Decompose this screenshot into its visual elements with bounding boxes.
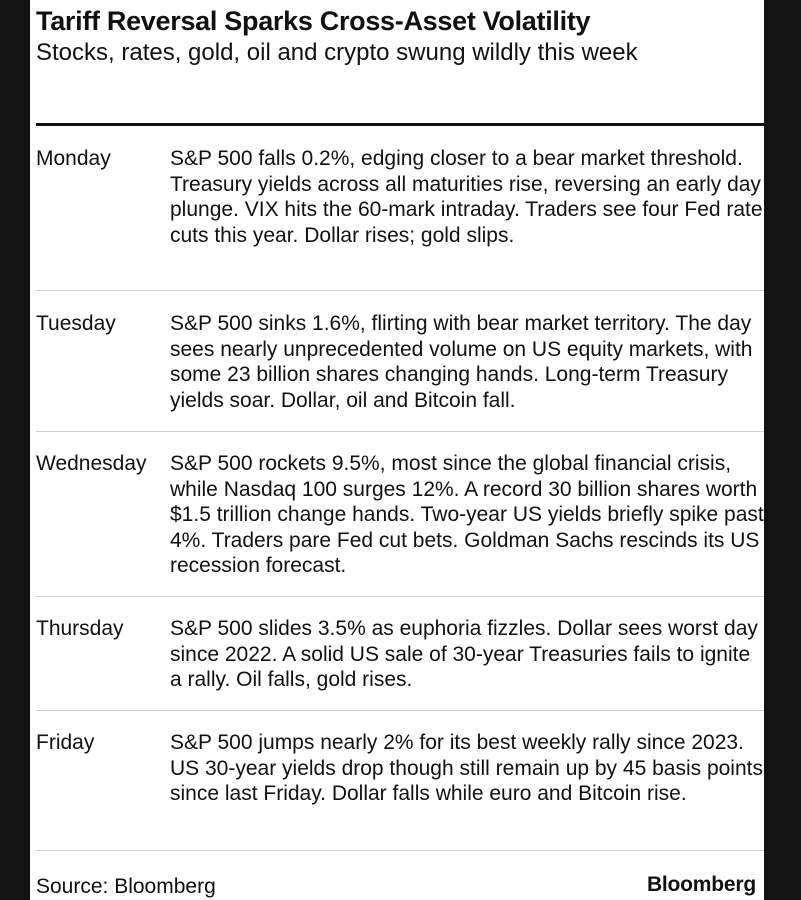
day-label: Thursday <box>36 617 124 640</box>
page-subtitle: Stocks, rates, gold, oil and crypto swung wildly this week <box>36 39 638 66</box>
day-label: Friday <box>36 731 95 754</box>
card-header <box>36 4 760 68</box>
row-divider <box>36 290 764 291</box>
day-description: S&P 500 rockets 9.5%, most since the global financial crisis, while Nasdaq 100 surges 12%. A record 30 billion shares worth $1.5 trillion change hands. Two-year US yields briefly spike past 4%. Traders pare Fed cut bets. Goldman Sachs rescinds its US recession forecast. <box>170 452 764 577</box>
row-divider <box>36 710 764 711</box>
header-rule <box>36 123 764 126</box>
news-card <box>30 0 764 900</box>
day-description: S&P 500 jumps nearly 2% for its best weekly rally since 2023. US 30-year yields drop though still remain up by 45 basis points since last Friday. Dollar falls while euro and Bitcoin rise. <box>170 731 763 805</box>
row-divider <box>36 596 764 597</box>
day-description: S&P 500 sinks 1.6%, flirting with bear market territory. The day sees nearly unprecedented volume on US equity markets, with some 23 billion shares changing hands. Long-term Treasury yields soar. Dollar, oil and Bitcoin fall. <box>170 312 753 412</box>
row-divider <box>36 431 764 432</box>
day-label: Wednesday <box>36 452 147 475</box>
day-description: S&P 500 slides 3.5% as euphoria fizzles. Dollar sees worst day since 2022. A solid US sale of 30-year Treasuries fails to ignite a rally. Oil falls, gold rises. <box>170 617 758 691</box>
source-note: Source: Bloomberg <box>36 875 216 898</box>
day-label: Monday <box>36 147 111 170</box>
page-title: Tariff Reversal Sparks Cross-Asset Volatility <box>36 6 591 36</box>
bloomberg-logo: Bloomberg <box>646 873 756 896</box>
day-description: S&P 500 falls 0.2%, edging closer to a bear market threshold. Treasury yields across all maturities rise, reversing an early day plunge. VIX hits the 60-mark intraday. Traders see four Fed rate cuts this year. Dollar rises; gold slips. <box>170 147 763 247</box>
row-divider <box>36 850 764 851</box>
day-label: Tuesday <box>36 312 116 335</box>
